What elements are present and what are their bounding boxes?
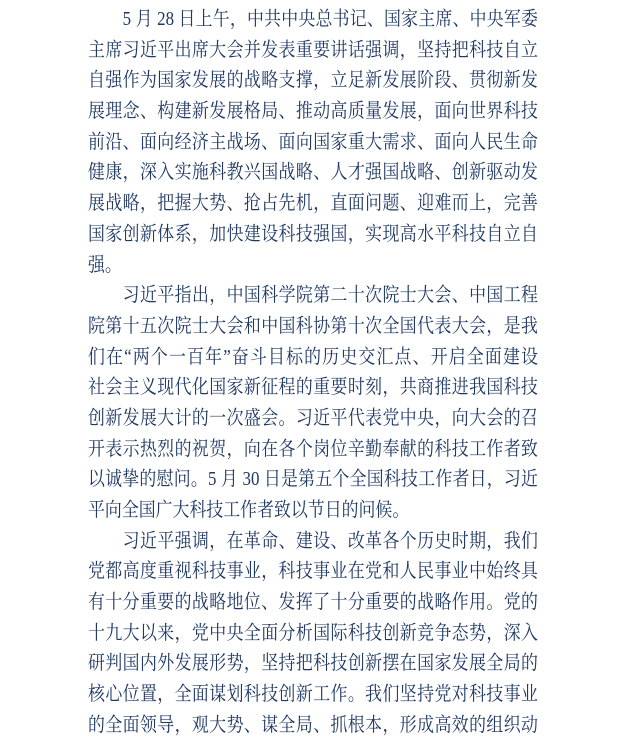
text-line: 的全面领导，观大势、谋全局、抓根本，形成高效的组织动 (88, 714, 538, 736)
text-line: 主席习近平出席大会并发表重要讲话强调，坚持把科技自立 (88, 39, 538, 61)
text-line: 前沿、面向经济主战场、面向国家重大需求、面向人民生命 (88, 131, 538, 153)
document-body (88, 5, 538, 742)
text-line: 研判国内外发展形势，坚持把科技创新摆在国家发展全局的 (88, 653, 538, 675)
text-line: 开表示热烈的祝贺，向在各个岗位辛勤奉献的科技工作者致 (88, 438, 538, 460)
text-line: 社会主义现代化国家新征程的重要时刻，共商推进我国科技 (88, 377, 538, 399)
text-line: 习近平指出，中国科学院第二十次院士大会、中国工程 (122, 285, 538, 307)
text-line: 展战略，把握大势、抢占先机，直面问题、迎难而上，完善 (88, 193, 538, 215)
text-line: 党都高度重视科技事业，科技事业在党和人民事业中始终具 (88, 561, 538, 583)
text-line: 国家创新体系，加快建设科技强国，实现高水平科技自立自 (88, 223, 538, 245)
text-line: 核心位置，全面谋划科技创新工作。我们坚持党对科技事业 (88, 684, 538, 706)
text-line: 展理念、构建新发展格局、推动高质量发展，面向世界科技 (88, 101, 538, 123)
text-line: 有十分重要的战略地位、发挥了十分重要的战略作用。党的 (88, 592, 538, 614)
text-line: 平向全国广大科技工作者致以节日的问候。 (88, 500, 410, 521)
text-line: 5 月 28 日上午，中共中央总书记、国家主席、中央军委 (122, 9, 538, 30)
text-line: 强。 (88, 254, 122, 276)
text-line: 十九大以来，党中央全面分析国际科技创新竞争态势，深入 (88, 622, 538, 644)
text-line: 习近平强调，在革命、建设、改革各个历史时期，我们 (122, 530, 538, 552)
text-line: 们在“两个一百年”奋斗目标的历史交汇点、开启全面建设 (88, 346, 538, 368)
text-line: 自强作为国家发展的战略支撑，立足新发展阶段、贯彻新发 (88, 70, 538, 92)
text-line: 院第十五次院士大会和中国科协第十次全国代表大会，是我 (88, 315, 538, 337)
text-line: 以诚挚的慰问。5 月 30 日是第五个全国科技工作者日，习近 (88, 469, 538, 491)
text-line: 健康，深入实施科教兴国战略、人才强国战略、创新驱动发 (88, 162, 538, 184)
text-line: 创新发展大计的一次盛会。习近平代表党中央，向大会的召 (88, 407, 538, 429)
